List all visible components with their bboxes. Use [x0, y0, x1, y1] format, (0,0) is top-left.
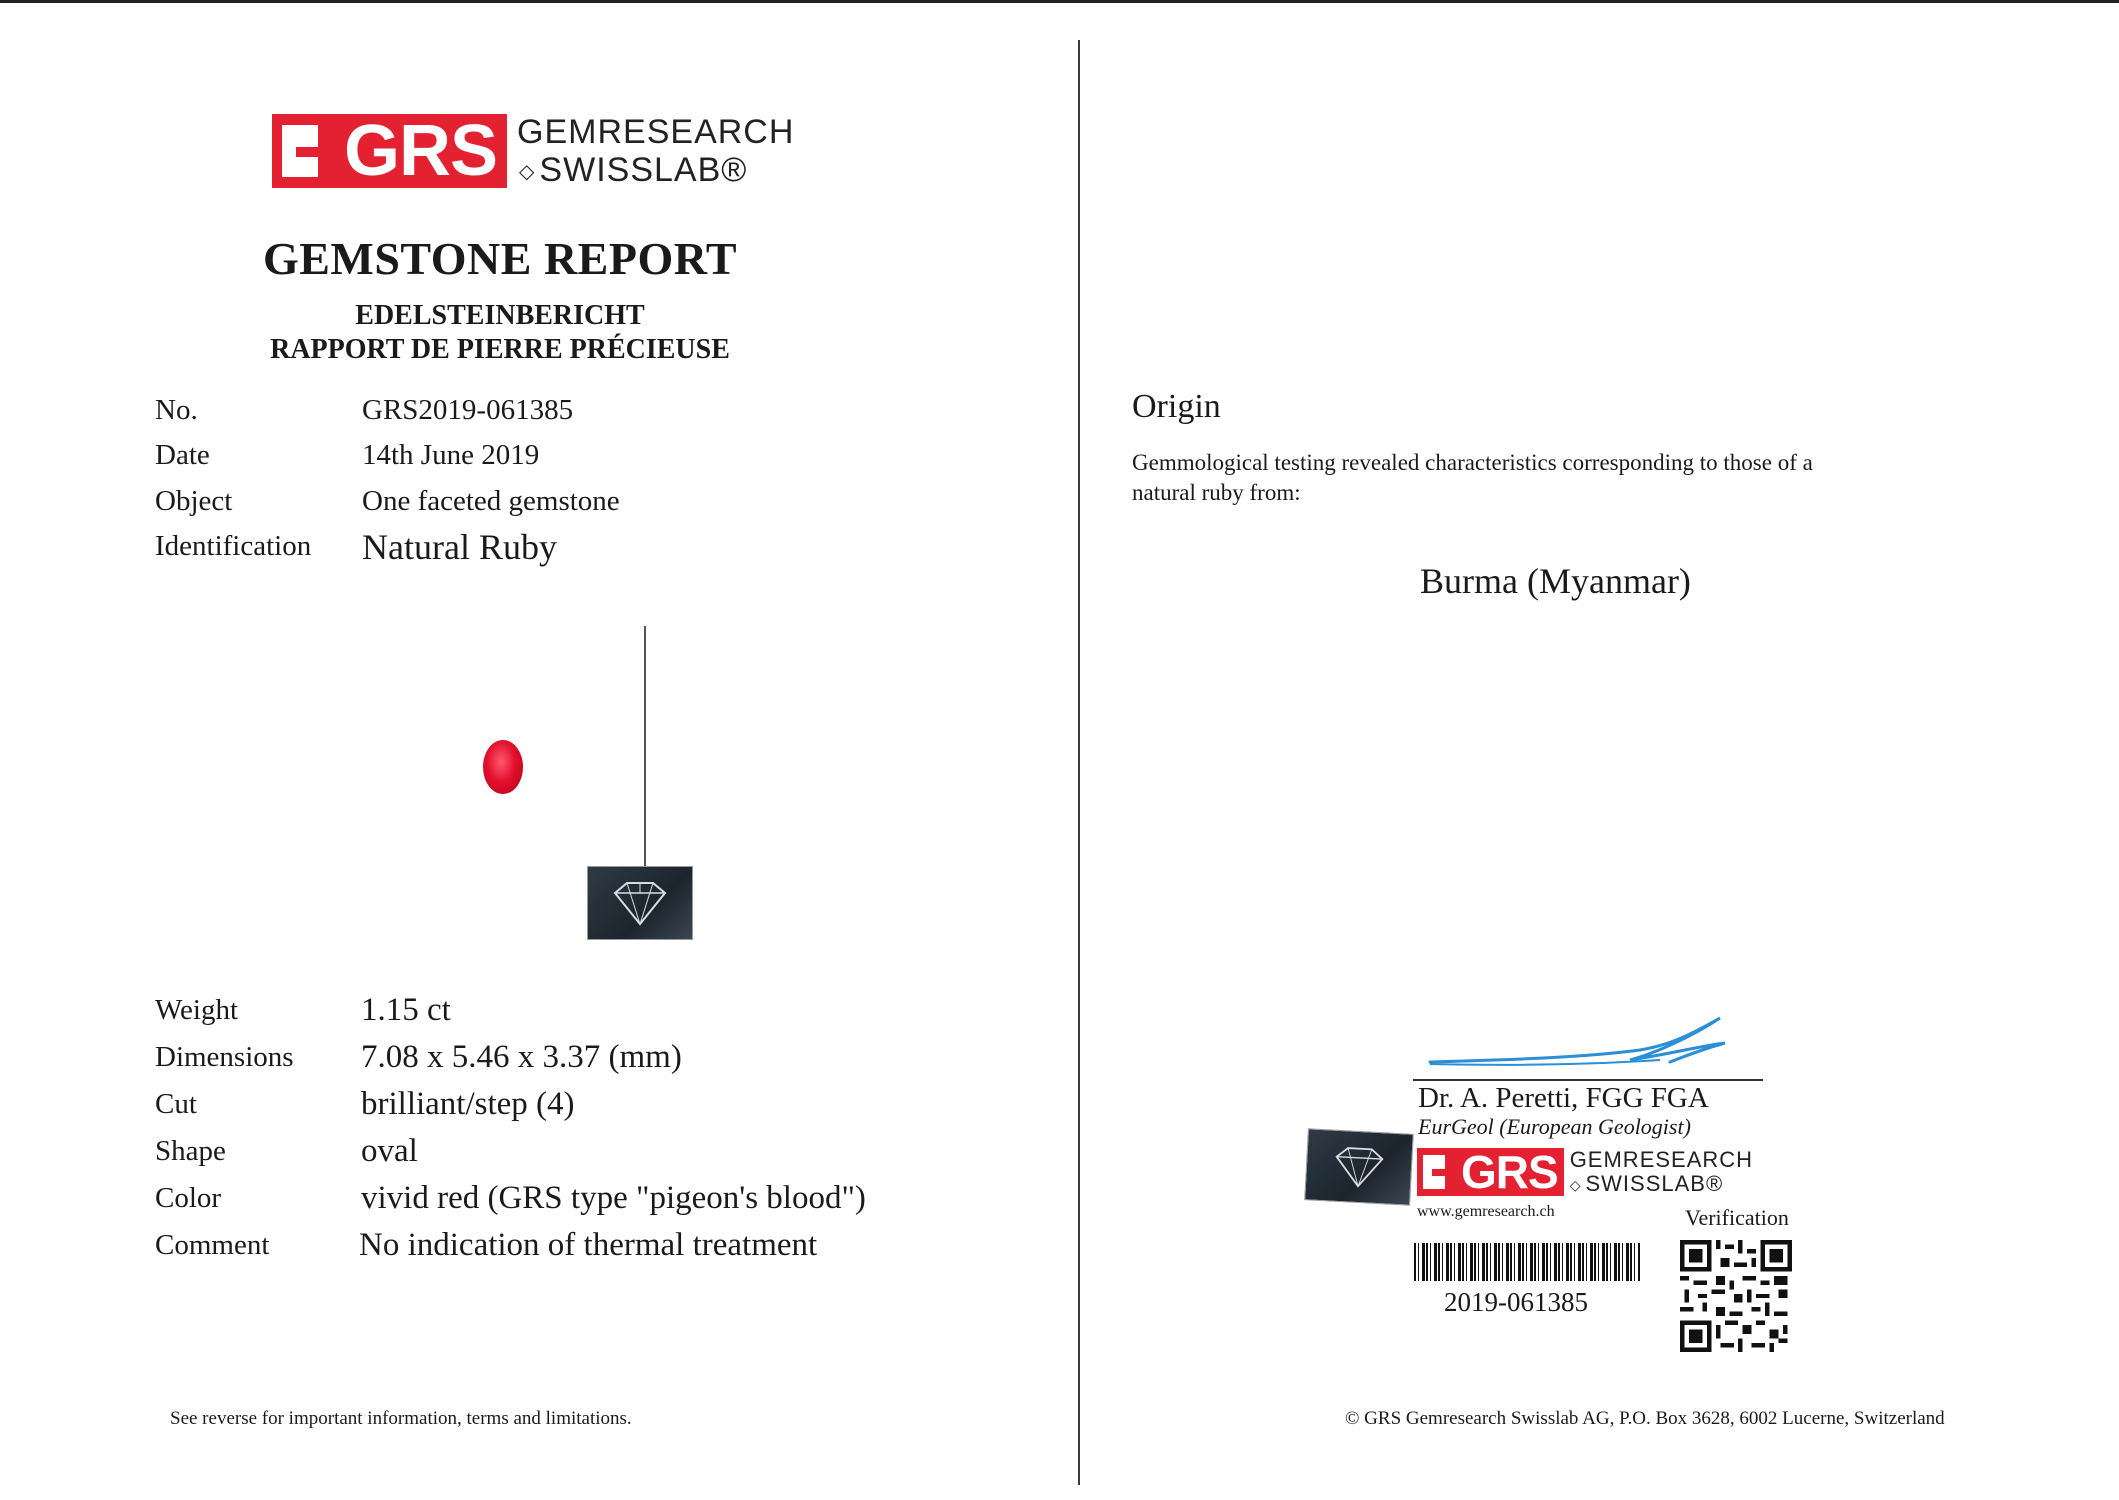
verification-qr-code[interactable] [1680, 1240, 1792, 1352]
detail-label: Shape [155, 1135, 226, 1167]
field-label: Object [155, 485, 233, 517]
ruby-photo [483, 740, 523, 794]
verification-label: Verification [1685, 1205, 1789, 1230]
detail-value: No indication of thermal treatment [359, 1227, 818, 1263]
signature-line [1413, 1079, 1763, 1081]
report-subtitle-de: EDELSTEINBERICHT [355, 300, 645, 331]
terms-note: See reverse for important information, terms and limitations. [170, 1408, 632, 1429]
diamond-icon: ◇ [519, 161, 536, 184]
detail-value: 7.08 x 5.46 x 3.37 (mm) [361, 1039, 682, 1075]
field-value: Natural Ruby [362, 527, 557, 567]
field-value: GRS2019-061385 [362, 394, 574, 426]
page-divider [1078, 40, 1080, 1485]
field-value: 14th June 2019 [362, 439, 540, 471]
grs-logo-small [1417, 1148, 1753, 1196]
detail-value: 1.15 ct [361, 992, 451, 1028]
grs-logo-text: GRS [344, 111, 498, 191]
grs-logo-text: GRS [1461, 1146, 1558, 1198]
origin-description: Gemmological testing revealed characteristics corresponding to those of a natural ruby from: [1132, 450, 1813, 505]
barcode [1414, 1243, 1640, 1281]
field-label: No. [155, 394, 198, 426]
report-title: GEMSTONE REPORT [262, 233, 738, 284]
origin-heading: Origin [1132, 388, 1221, 425]
field-label: Identification [155, 530, 312, 562]
grs-logo-mark [272, 111, 507, 191]
grs-logo [272, 111, 795, 191]
diamond-icon: ◇ [1569, 1177, 1582, 1194]
field-value: One faceted gemstone [362, 485, 620, 517]
detail-label: Cut [155, 1088, 197, 1120]
detail-value: oval [361, 1133, 418, 1169]
detail-label: Comment [155, 1229, 270, 1261]
origin-value: Burma (Myanmar) [1420, 561, 1691, 601]
detail-label: Dimensions [155, 1041, 294, 1073]
swiss-flag-icon [1423, 1155, 1445, 1189]
detail-value: brilliant/step (4) [361, 1086, 575, 1122]
detail-label: Weight [155, 994, 239, 1026]
copyright-address: © GRS Gemresearch Swisslab AG, P.O. Box 3628, 6002 Lucerne, Switzerland [1345, 1408, 1945, 1429]
hologram-pointer-line [644, 626, 646, 866]
field-label: Date [155, 439, 210, 471]
logo-line2: SWISSLAB® [539, 151, 748, 189]
swiss-flag-icon [282, 125, 318, 177]
barcode-number: 2019-061385 [1444, 1287, 1588, 1317]
logo-line1: GEMRESEARCH [517, 113, 795, 151]
diamond-icon [1326, 1142, 1392, 1191]
detail-value: vivid red (GRS type "pigeon's blood") [361, 1180, 866, 1216]
hologram-seal [587, 866, 693, 940]
hologram-seal-small [1304, 1128, 1414, 1205]
website: www.gemresearch.ch [1417, 1203, 1555, 1220]
diamond-icon [605, 878, 675, 928]
detail-label: Color [155, 1182, 222, 1214]
report-subtitle-fr: RAPPORT DE PIERRE PRÉCIEUSE [270, 334, 730, 365]
signer-name: Dr. A. Peretti, FGG FGA [1418, 1082, 1709, 1114]
grs-logo-words [517, 115, 794, 187]
handwritten-signature [1420, 1010, 1780, 1080]
grs-logo-mark [1417, 1148, 1564, 1196]
signer-title: EurGeol (European Geologist) [1418, 1114, 1691, 1139]
logo-line1: GEMRESEARCH [1569, 1147, 1754, 1172]
logo-line2: SWISSLAB® [1585, 1171, 1724, 1196]
grs-logo-words [1570, 1149, 1753, 1195]
